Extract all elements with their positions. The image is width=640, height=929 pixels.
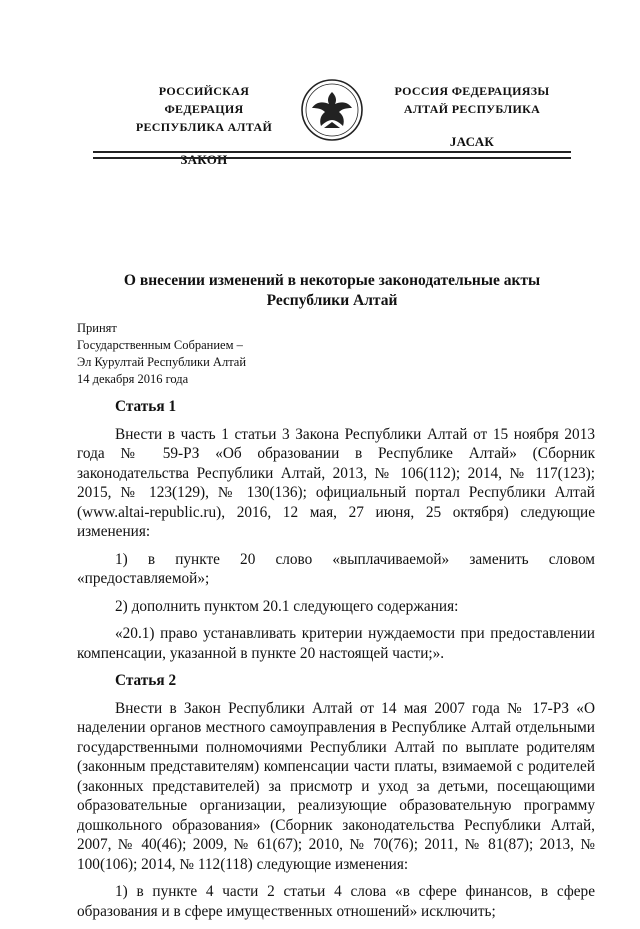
adoption-block [77, 320, 246, 388]
adoption-line: Принят [77, 321, 117, 335]
article-paragraph: 1) в пункте 20 слово «выплачиваемой» заменить словом «предоставляемой»; [77, 550, 595, 587]
header-divider [93, 151, 571, 159]
header-law-ru: ЗАКОН [180, 152, 228, 167]
header-right-block [388, 82, 556, 150]
article-paragraph: Внести в часть 1 статьи 3 Закона Республики Алтай от 15 ноября 2013 года № 59-РЗ «Об образовании в Республике Алтай» (Сборник законодательства Республики Алтай, 2013, № 106(112); 2014, № 117(123); 2015, № 123(129), № 130(136); официальный портал Республики Алтай (www.altai-republic.ru), 2016, 12 мая, 27 июня, 25 октября) следующие изменения: [77, 425, 595, 540]
document-title-line: Республики Алтай [266, 292, 398, 309]
article-paragraph: 2) дополнить пунктом 20.1 следующего содержания: [115, 597, 459, 615]
article-paragraph: «20.1) право устанавливать критерии нуждаемости при предоставлении компенсации, указанной в пункте 20 настоящей части;». [77, 625, 595, 662]
header-republic-alt: АЛТАЙ РЕСПУБЛИКА [403, 102, 541, 116]
document-body [77, 397, 595, 929]
adoption-date: 14 декабря 2016 года [77, 372, 189, 386]
header-country-ru: РОССИЙСКАЯ ФЕДЕРАЦИЯ [158, 84, 250, 116]
article-heading: Статья 2 [115, 672, 177, 689]
header-law-alt: ЈАСАК [449, 134, 495, 149]
article-paragraph: Внести в Закон Республики Алтай от 14 мая 2007 года № 17-РЗ «О наделении органов местного самоуправления в Республике Алтай отдельными государственными полномочиями Республики Алтай по выплате родителям (законным представителям) компенсации части платы, взимаемой с родителей (законных представителей) за присмотр и уход за детьми, посещающими образовательные организации, реализующие образовательную программу дошкольного образования» (Сборник законодательства Республики Алтай, 2007, № 40(46); 2009, № 61(67); 2010, № 70(76); 2011, № 81(87); 2013, № 100(106); 2014, № 112(118) следующие изменения: [77, 699, 595, 873]
adoption-line: Государственным Собранием – [77, 338, 243, 352]
adoption-line: Эл Курултай Республики Алтай [77, 355, 247, 369]
header-republic-ru: РЕСПУБЛИКА АЛТАЙ [135, 120, 273, 134]
article-paragraph: 1) в пункте 4 части 2 статьи 4 слова «в сфере финансов, в сфере образования и в сфере имущественных отношений» исключить; [77, 883, 595, 920]
header-country-alt: РОССИЯ ФЕДЕРАЦИЯЗЫ [394, 84, 550, 98]
document-title-line: О внесении изменений в некоторые законодательные акты [123, 272, 541, 289]
altai-republic-emblem-icon [300, 78, 364, 142]
article-heading: Статья 1 [115, 398, 177, 415]
document-title [93, 271, 571, 311]
